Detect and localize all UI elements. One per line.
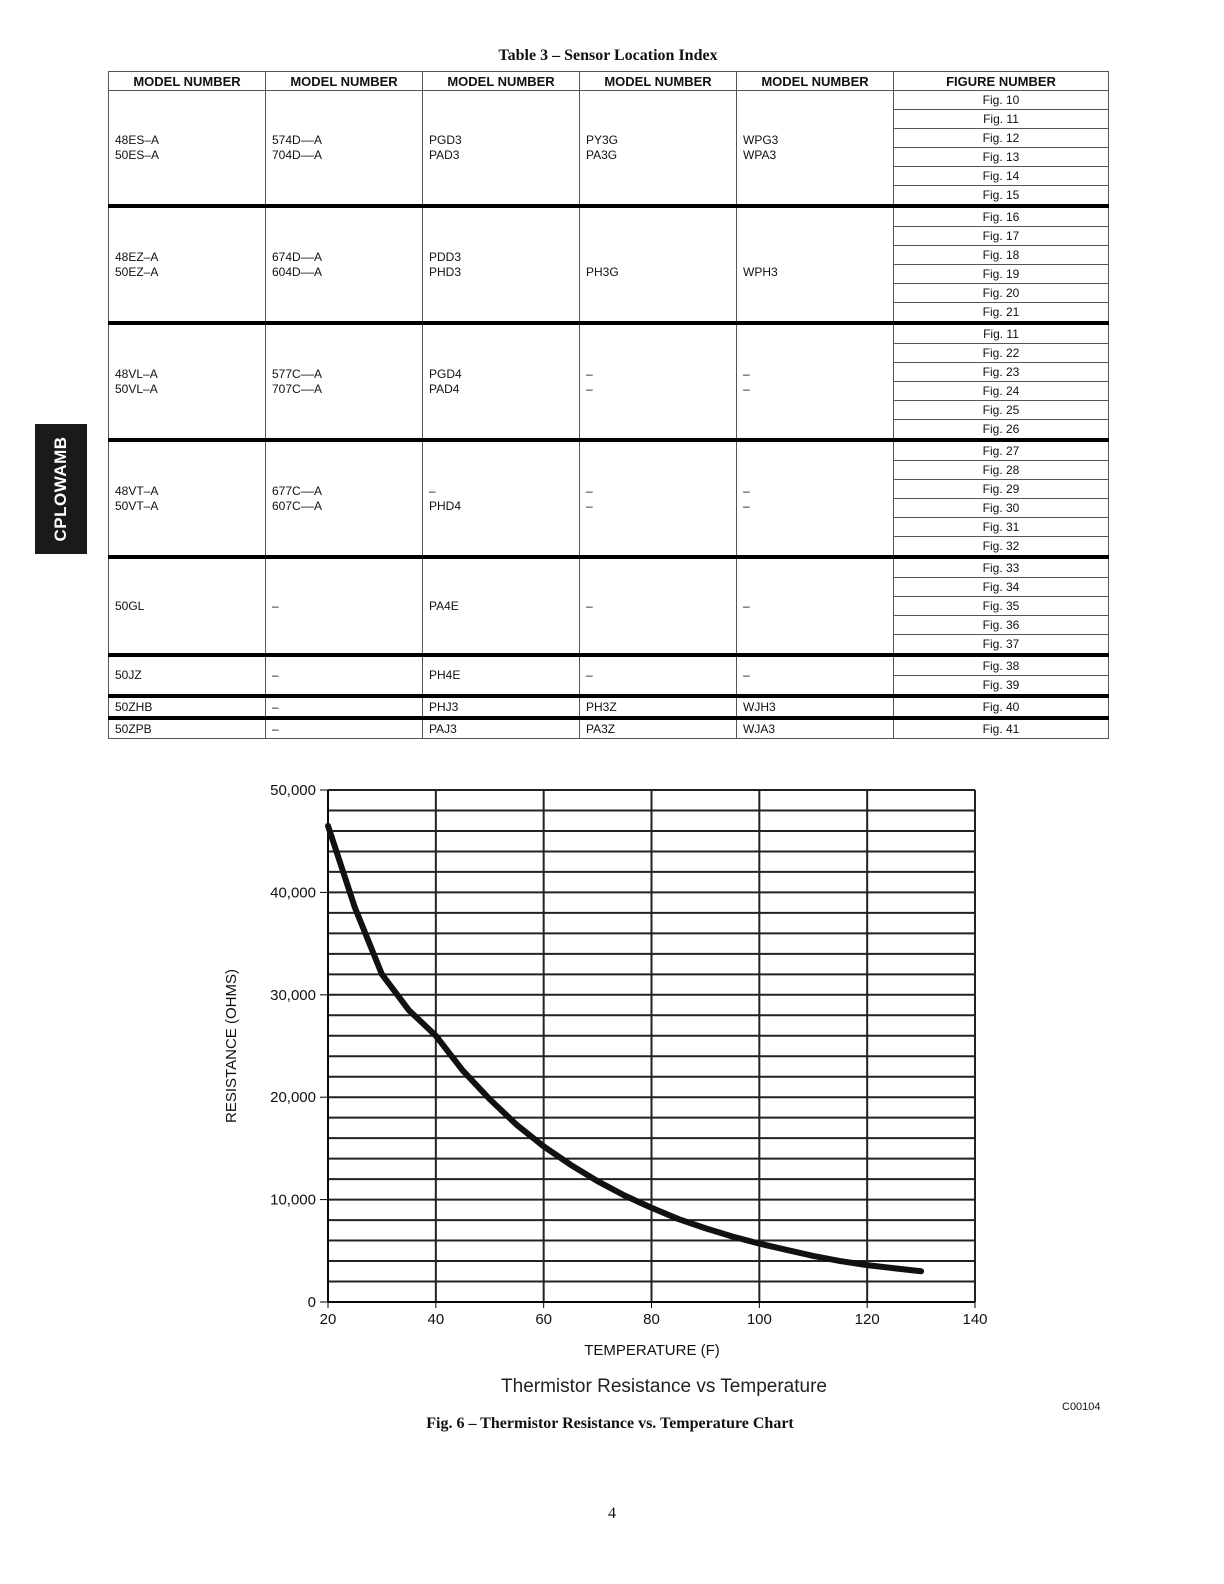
figure-number-cell: Fig. 34 bbox=[894, 578, 1109, 597]
figure-number-cell: Fig. 24 bbox=[894, 382, 1109, 401]
figure-code: C00104 bbox=[1062, 1401, 1101, 1413]
figure-number-cell: Fig. 19 bbox=[894, 265, 1109, 284]
x-tick-label: 20 bbox=[319, 1311, 337, 1328]
table-row bbox=[109, 696, 1109, 718]
table-title: Table 3 – Sensor Location Index bbox=[498, 47, 718, 64]
side-tab-label: CPLOWAMB bbox=[51, 436, 70, 542]
figure-number-cell: Fig. 28 bbox=[894, 461, 1109, 480]
chart-title: Thermistor Resistance vs Temperature bbox=[501, 1376, 827, 1397]
figure-number-cell: Fig. 31 bbox=[894, 518, 1109, 537]
figure-number-cell: Fig. 37 bbox=[894, 635, 1109, 656]
figure-number-cell: Fig. 14 bbox=[894, 167, 1109, 186]
header-model-number: MODEL NUMBER bbox=[423, 72, 580, 91]
model-cell: PDD3 PHD3 bbox=[423, 206, 580, 323]
model-cell: PHJ3 bbox=[423, 696, 580, 718]
figure-number-cell: Fig. 20 bbox=[894, 284, 1109, 303]
model-cell: WJH3 bbox=[737, 696, 894, 718]
figure-number-cell: Fig. 18 bbox=[894, 246, 1109, 265]
x-axis-label: TEMPERATURE (F) bbox=[584, 1342, 720, 1359]
model-cell: 48ES–A 50ES–A bbox=[109, 91, 266, 207]
figure-number-cell: Fig. 33 bbox=[894, 557, 1109, 578]
model-cell: PGD3 PAD3 bbox=[423, 91, 580, 207]
model-cell: – PHD4 bbox=[423, 440, 580, 557]
figure-number-cell: Fig. 17 bbox=[894, 227, 1109, 246]
x-tick-label: 80 bbox=[643, 1311, 660, 1328]
figure-number-cell: Fig. 27 bbox=[894, 440, 1109, 461]
model-cell: 674D––A 604D––A bbox=[266, 206, 423, 323]
figure-number-cell: Fig. 39 bbox=[894, 676, 1109, 697]
figure-number-cell: Fig. 22 bbox=[894, 344, 1109, 363]
figure-number-cell: Fig. 29 bbox=[894, 480, 1109, 499]
x-tick-label: 140 bbox=[962, 1311, 988, 1328]
y-tick-label: 0 bbox=[307, 1294, 316, 1311]
model-cell: 677C––A 607C––A bbox=[266, 440, 423, 557]
model-cell: PA3Z bbox=[580, 718, 737, 739]
figure-number-cell: Fig. 21 bbox=[894, 303, 1109, 324]
figure-number-cell: Fig. 36 bbox=[894, 616, 1109, 635]
x-tick-label: 100 bbox=[746, 1311, 772, 1328]
figure-number-cell: Fig. 38 bbox=[894, 655, 1109, 676]
figure-number-cell: Fig. 11 bbox=[894, 323, 1109, 344]
table-header-row bbox=[109, 72, 1109, 91]
table-row bbox=[109, 206, 1109, 227]
model-cell: – bbox=[266, 718, 423, 739]
figure-caption: Fig. 6 – Thermistor Resistance vs. Temperature Chart bbox=[426, 1415, 794, 1432]
table-row bbox=[109, 655, 1109, 676]
model-cell: 48EZ–A 50EZ–A bbox=[109, 206, 266, 323]
table-row bbox=[109, 91, 1109, 110]
x-tick-label: 60 bbox=[535, 1311, 553, 1328]
model-cell: PGD4 PAD4 bbox=[423, 323, 580, 440]
y-tick-label: 10,000 bbox=[270, 1191, 316, 1209]
y-tick-label: 50,000 bbox=[270, 782, 316, 799]
model-cell: 50JZ bbox=[109, 655, 266, 696]
model-cell: WJA3 bbox=[737, 718, 894, 739]
model-cell: PH4E bbox=[423, 655, 580, 696]
y-tick-label: 20,000 bbox=[270, 1089, 316, 1107]
model-cell: 48VT–A 50VT–A bbox=[109, 440, 266, 557]
header-model-number: MODEL NUMBER bbox=[737, 72, 894, 91]
header-figure-number: FIGURE NUMBER bbox=[894, 72, 1109, 91]
figure-number-cell: Fig. 30 bbox=[894, 499, 1109, 518]
figure-number-cell: Fig. 16 bbox=[894, 206, 1109, 227]
header-model-number: MODEL NUMBER bbox=[580, 72, 737, 91]
model-cell: 50ZHB bbox=[109, 696, 266, 718]
y-tick-label: 30,000 bbox=[270, 986, 316, 1004]
sensor-location-table bbox=[108, 71, 1109, 739]
figure-number-cell: Fig. 32 bbox=[894, 537, 1109, 558]
model-cell: 577C––A 707C––A bbox=[266, 323, 423, 440]
model-cell: PH3Z bbox=[580, 696, 737, 718]
model-cell: 574D––A 704D––A bbox=[266, 91, 423, 207]
model-cell: 50ZPB bbox=[109, 718, 266, 739]
figure-number-cell: Fig. 35 bbox=[894, 597, 1109, 616]
thermistor-chart bbox=[200, 770, 1020, 1410]
header-model-number: MODEL NUMBER bbox=[109, 72, 266, 91]
x-tick-label: 120 bbox=[854, 1311, 880, 1328]
model-cell: 50GL bbox=[109, 557, 266, 655]
model-cell: – bbox=[737, 557, 894, 655]
figure-number-cell: Fig. 15 bbox=[894, 186, 1109, 207]
side-tab bbox=[35, 424, 87, 554]
model-cell: PY3G PA3G bbox=[580, 91, 737, 207]
figure-number-cell: Fig. 10 bbox=[894, 91, 1109, 110]
model-cell: – bbox=[580, 655, 737, 696]
figure-number-cell: Fig. 25 bbox=[894, 401, 1109, 420]
model-cell: PAJ3 bbox=[423, 718, 580, 739]
figure-number-cell: Fig. 26 bbox=[894, 420, 1109, 441]
model-cell: – bbox=[266, 696, 423, 718]
model-cell: – bbox=[266, 655, 423, 696]
figure-number-cell: Fig. 11 bbox=[894, 110, 1109, 129]
figure-number-cell: Fig. 12 bbox=[894, 129, 1109, 148]
table-row bbox=[109, 718, 1109, 739]
figure-number-cell: Fig. 13 bbox=[894, 148, 1109, 167]
model-cell: WPG3 WPA3 bbox=[737, 91, 894, 207]
model-cell: – bbox=[266, 557, 423, 655]
header-model-number: MODEL NUMBER bbox=[266, 72, 423, 91]
figure-number-cell: Fig. 23 bbox=[894, 363, 1109, 382]
figure-number-cell: Fig. 41 bbox=[894, 718, 1109, 739]
model-cell: WPH3 bbox=[737, 206, 894, 323]
y-axis-label: RESISTANCE (OHMS) bbox=[223, 969, 240, 1123]
page-number: 4 bbox=[608, 1505, 616, 1522]
model-cell: PH3G bbox=[580, 206, 737, 323]
model-cell: – – bbox=[737, 440, 894, 557]
model-cell: 48VL–A 50VL–A bbox=[109, 323, 266, 440]
table-row bbox=[109, 323, 1109, 344]
table-row bbox=[109, 557, 1109, 578]
model-cell: PA4E bbox=[423, 557, 580, 655]
model-cell: – – bbox=[580, 440, 737, 557]
figure-number-cell: Fig. 40 bbox=[894, 696, 1109, 718]
model-cell: – – bbox=[580, 323, 737, 440]
x-tick-label: 40 bbox=[427, 1311, 445, 1328]
model-cell: – – bbox=[737, 323, 894, 440]
model-cell: – bbox=[737, 655, 894, 696]
table-row bbox=[109, 440, 1109, 461]
y-tick-label: 40,000 bbox=[270, 884, 316, 902]
model-cell: – bbox=[580, 557, 737, 655]
